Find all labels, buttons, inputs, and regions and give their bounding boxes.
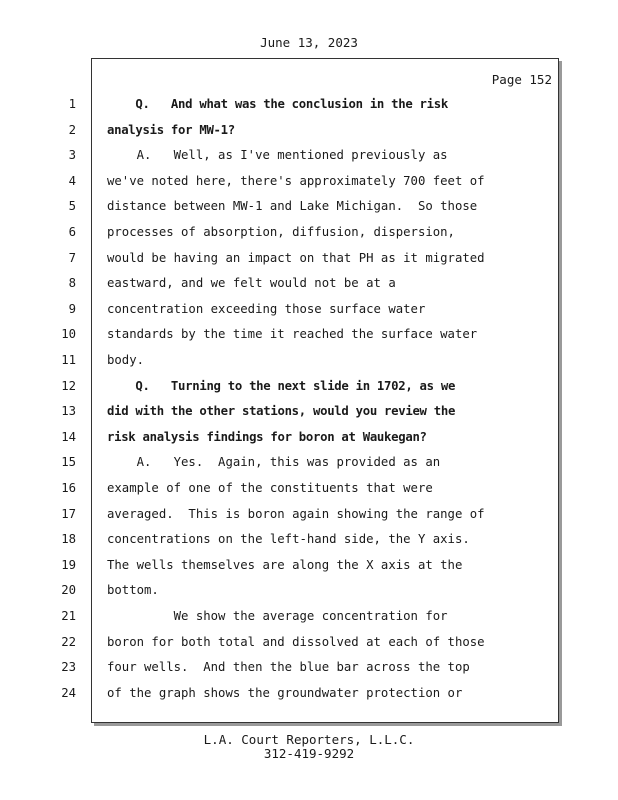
line-text: concentrations on the left-hand side, the Y axis.	[107, 532, 470, 547]
line-number: 14	[61, 429, 76, 444]
line-number: 5	[68, 199, 76, 214]
line-number: 16	[61, 481, 76, 495]
transcript-page	[61, 58, 559, 723]
line-number: 3	[68, 148, 76, 163]
reporter-company: L.A. Court Reporters, L.L.C.	[203, 732, 415, 747]
line-number: 20	[61, 583, 76, 598]
line-number: 19	[61, 557, 76, 572]
line-number: 18	[61, 532, 76, 547]
line-text: boron for both total and dissolved at each of those	[107, 634, 485, 649]
line-number: 11	[61, 353, 76, 367]
line-text: A. Yes. Again, this was provided as an	[107, 455, 441, 470]
line-number: 10	[61, 327, 76, 342]
line-number: 22	[61, 634, 76, 649]
line-number: 8	[68, 276, 76, 291]
line-text: processes of absorption, diffusion, dispersion,	[107, 225, 455, 239]
line-text: four wells. And then the blue bar across the top	[107, 660, 470, 675]
line-number: 4	[68, 173, 76, 188]
line-number: 23	[61, 660, 76, 675]
line-number: 24	[61, 685, 76, 700]
line-text: The wells themselves are along the X axis at the	[107, 557, 463, 572]
line-number: 9	[68, 301, 76, 316]
line-text: risk analysis findings for boron at Waukegan?	[107, 429, 427, 444]
line-text: example of one of the constituents that were	[107, 481, 433, 495]
line-number: 17	[61, 506, 76, 521]
line-number: 2	[68, 122, 76, 137]
line-text: bottom.	[107, 583, 159, 598]
page-footer	[0, 733, 618, 761]
line-text: standards by the time it reached the surface water	[107, 327, 478, 342]
line-text: Q. And what was the conclusion in the risk	[107, 97, 448, 111]
line-number: 6	[68, 225, 76, 239]
line-text: analysis for MW-1?	[107, 122, 235, 137]
line-text: we've noted here, there's approximately 700 feet of	[107, 173, 485, 188]
line-text: body.	[107, 353, 145, 367]
line-text: Q. Turning to the next slide in 1702, as we	[107, 378, 456, 393]
line-number: 15	[61, 455, 76, 470]
line-text: would be having an impact on that PH as it migrated	[107, 250, 485, 265]
line-text: eastward, and we felt would not be at a	[107, 276, 396, 291]
reporter-phone: 312-419-9292	[263, 746, 355, 761]
line-number: 13	[61, 404, 76, 419]
line-text: We show the average concentration for	[107, 609, 448, 623]
line-text: concentration exceeding those surface water	[107, 301, 426, 316]
line-text: did with the other stations, would you review the	[107, 404, 456, 419]
line-text: A. Well, as I've mentioned previously as	[107, 148, 448, 163]
line-number: 7	[68, 250, 76, 265]
line-text: of the graph shows the groundwater protection or	[107, 685, 463, 700]
line-text: averaged. This is boron again showing the range of	[107, 506, 485, 521]
line-number: 12	[61, 378, 76, 393]
line-number: 1	[68, 97, 76, 111]
page-number: Page 152	[491, 72, 552, 87]
line-number: 21	[61, 609, 76, 623]
transcript-date: June 13, 2023	[260, 35, 358, 50]
line-text: distance between MW-1 and Lake Michigan. So those	[107, 199, 478, 214]
